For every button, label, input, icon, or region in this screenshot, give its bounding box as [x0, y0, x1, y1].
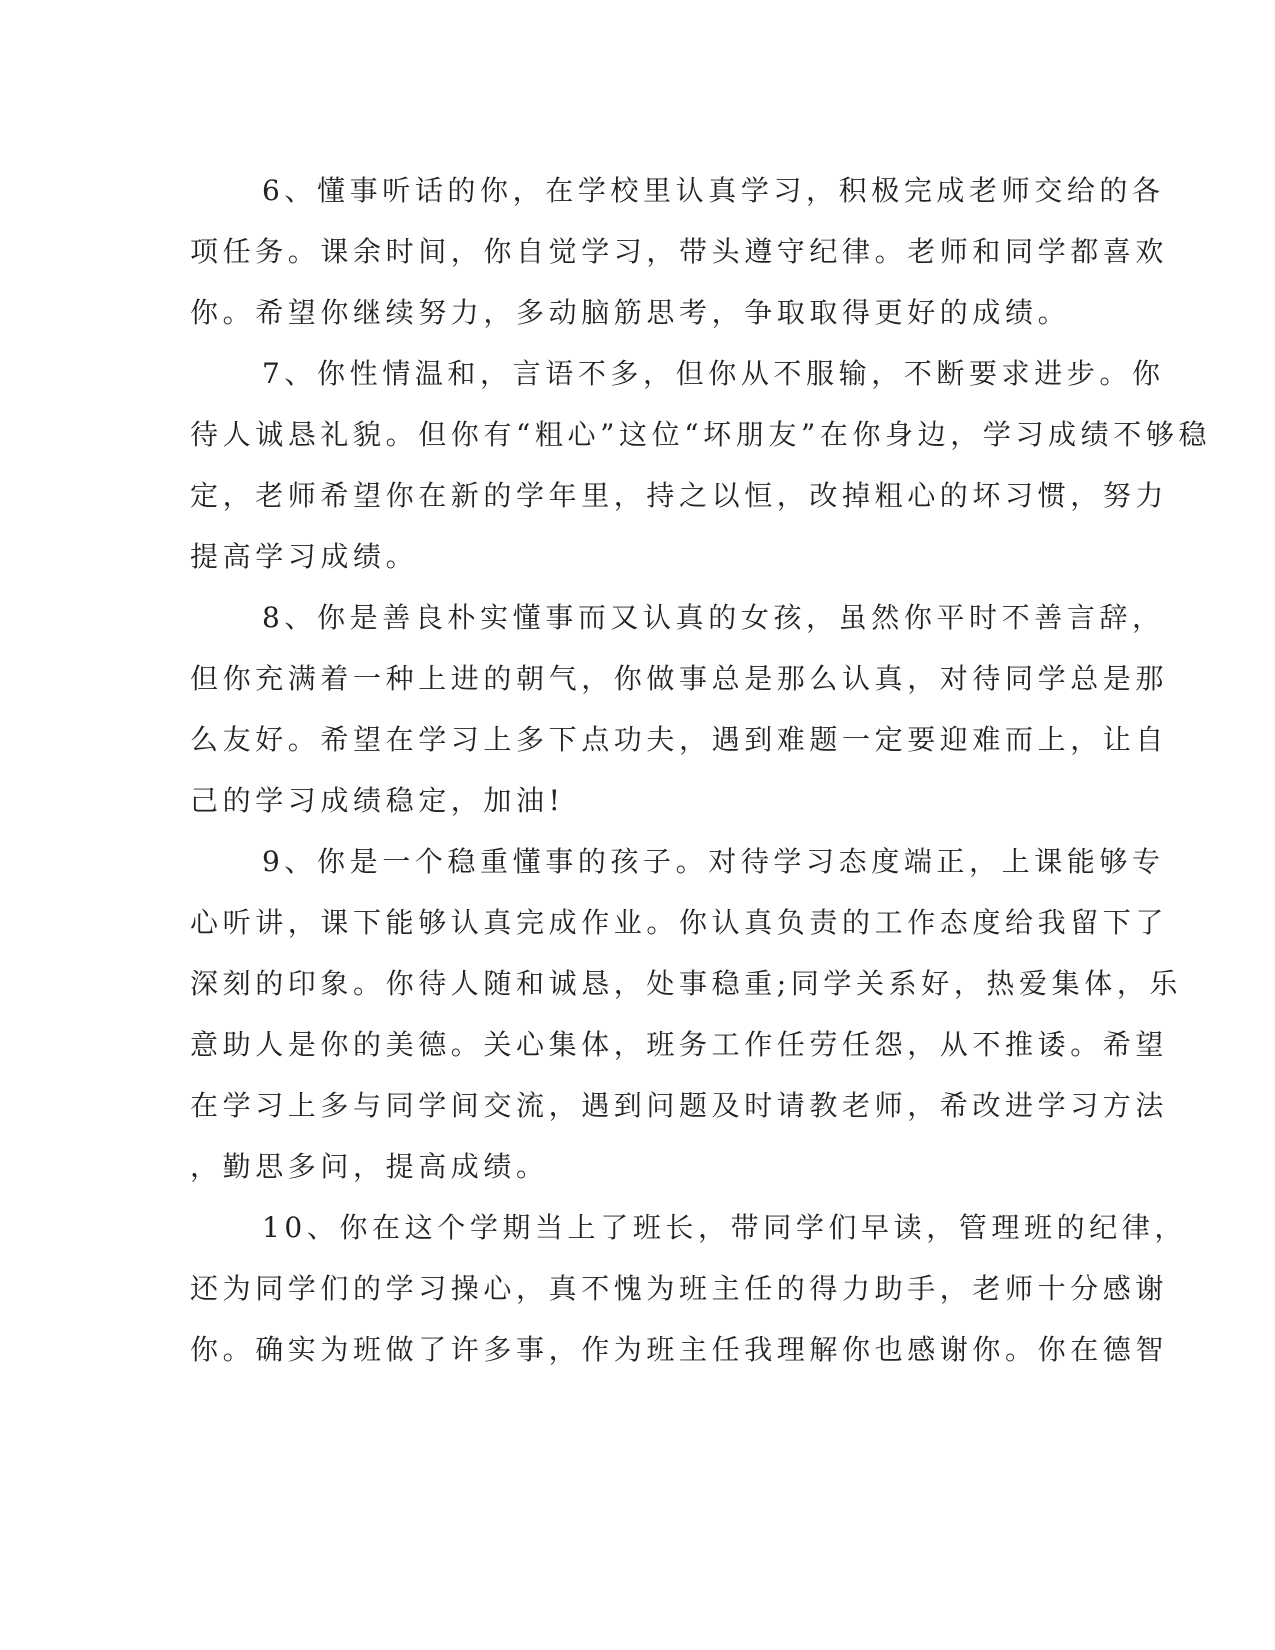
paragraph-9-line-4: 意助人是你的美德。关心集体，班务工作任劳任怨，从不推诿。希望 [190, 1028, 1169, 1061]
paragraph-7-line-2: 待人诚恳礼貌。但你有“粗心”这位“坏朋友”在你身边，学习成绩不够稳 [190, 418, 1212, 451]
paragraph-10-line-2: 还为同学们的学习操心，真不愧为班主任的得力助手，老师十分感谢 [190, 1272, 1169, 1305]
paragraph-9-line-2: 心听讲，课下能够认真完成作业。你认真负责的工作态度给我留下了 [190, 906, 1169, 939]
paragraph-6-line-2: 项任务。课余时间，你自觉学习，带头遵守纪律。老师和同学都喜欢 [190, 235, 1169, 268]
paragraph-7-line-3: 定，老师希望你在新的学年里，持之以恒，改掉粗心的坏习惯，努力 [190, 479, 1169, 512]
paragraph-8-line-1: 8、你是善良朴实懂事而又认真的女孩，虽然你平时不善言辞， [262, 601, 1165, 634]
paragraph-7-line-1: 7、你性情温和，言语不多，但你从不服输，不断要求进步。你 [262, 357, 1165, 390]
paragraph-10-line-1: 10、你在这个学期当上了班长，带同学们早读，管理班的纪律， [262, 1211, 1188, 1244]
paragraph-10-line-3: 你。确实为班做了许多事，作为班主任我理解你也感谢你。你在德智 [190, 1333, 1169, 1366]
paragraph-8-line-2: 但你充满着一种上进的朝气，你做事总是那么认真，对待同学总是那 [190, 662, 1169, 695]
paragraph-8-line-4: 己的学习成绩稳定，加油! [190, 784, 565, 817]
paragraph-9-line-1: 9、你是一个稳重懂事的孩子。对待学习态度端正，上课能够专 [262, 845, 1165, 878]
paragraph-8-line-3: 么友好。希望在学习上多下点功夫，遇到难题一定要迎难而上，让自 [190, 723, 1169, 756]
paragraph-6-line-3: 你。希望你继续努力，多动脑筋思考，争取取得更好的成绩。 [190, 296, 1071, 329]
paragraph-9-line-6: ，勤思多问，提高成绩。 [190, 1150, 549, 1183]
document-body [190, 160, 1212, 1380]
paragraph-9-line-5: 在学习上多与同学间交流，遇到问题及时请教老师，希改进学习方法 [190, 1089, 1169, 1122]
paragraph-9-line-3: 深刻的印象。你待人随和诚恳，处事稳重;同学关系好，热爱集体，乐 [190, 967, 1183, 1000]
paragraph-6-line-1: 6、懂事听话的你，在学校里认真学习，积极完成老师交给的各 [262, 174, 1165, 207]
paragraph-7-line-4: 提高学习成绩。 [190, 540, 419, 573]
